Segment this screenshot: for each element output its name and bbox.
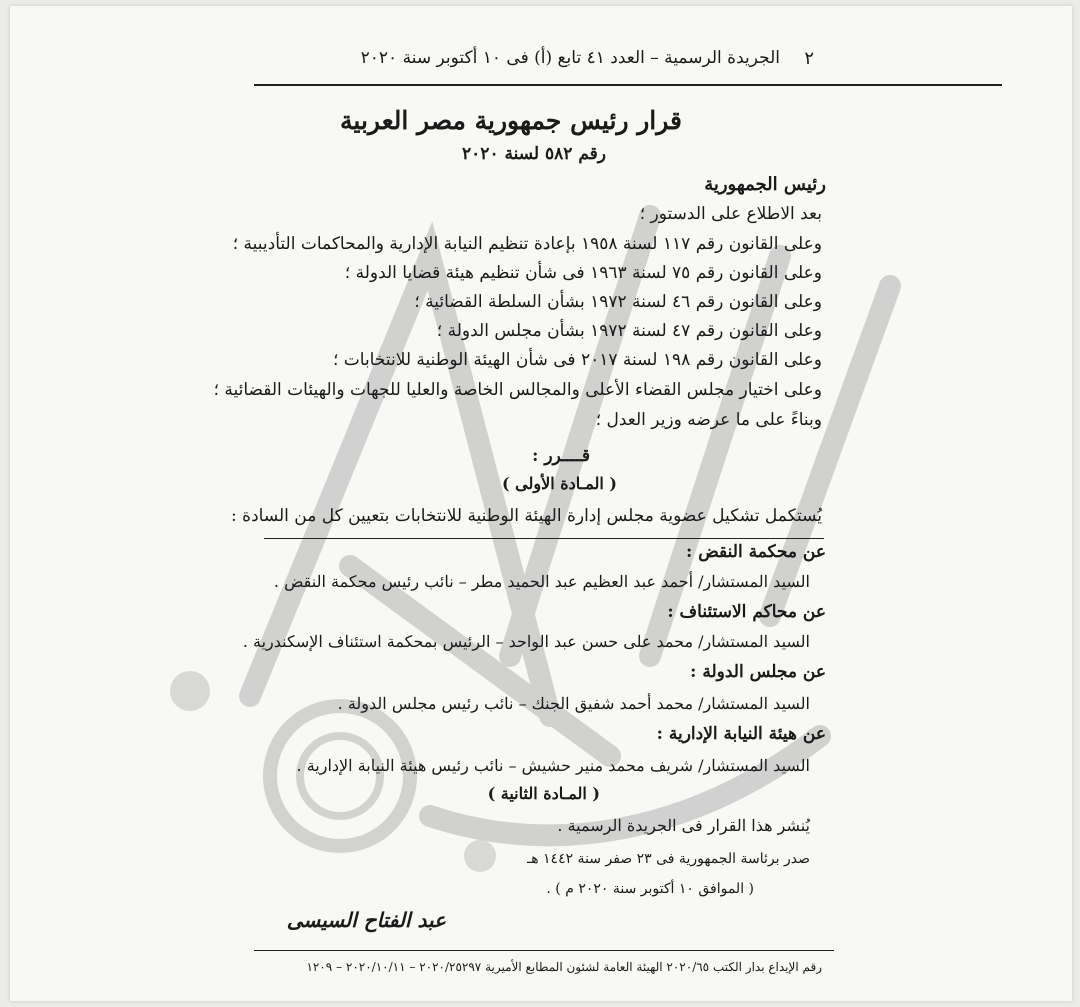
decree-number: رقم ٥٨٢ لسنة ٢٠٢٠	[462, 144, 606, 164]
article-2-text: يُنشر هذا القرار فى الجريدة الرسمية .	[557, 816, 810, 835]
section-heading-state-council: عن مجلس الدولة :	[690, 662, 826, 682]
issued-date: صدر برئاسة الجمهورية فى ٢٣ صفر سنة ١٤٤٢ هـ	[527, 851, 810, 867]
issuer-heading: رئيس الجمهورية	[704, 174, 826, 195]
preamble-line: وعلى القانون رقم ٤٦ لسنة ١٩٧٢ بشأن السلطة القضائية ؛	[414, 292, 822, 312]
member-state-council: السيد المستشار/ محمد أحمد شفيق الجنك – نائب رئيس مجلس الدولة .	[337, 694, 810, 713]
running-header: الجريدة الرسمية – العدد ٤١ تابع (أ) فى ١٠ أكتوبر سنة ٢٠٢٠	[360, 48, 780, 68]
preamble-line: وعلى القانون رقم ١٩٨ لسنة ٢٠١٧ فى شأن الهيئة الوطنية للانتخابات ؛	[332, 350, 822, 370]
footer-rule	[254, 950, 834, 951]
article-1-text: يُستكمل تشكيل عضوية مجلس إدارة الهيئة الوطنية للانتخابات بتعيين كل من السادة :	[231, 506, 822, 526]
member-administrative-prosecution: السيد المستشار/ شريف محمد منير حشيش – نائب رئيس هيئة النيابة الإدارية .	[296, 756, 810, 775]
preamble-line: وعلى القانون رقم ١١٧ لسنة ١٩٥٨ بإعادة تنظيم النيابة الإدارية والمحاكمات التأديبية ؛	[232, 234, 822, 254]
preamble-line: وبناءً على ما عرضه وزير العدل ؛	[595, 410, 822, 430]
section-heading-cassation: عن محكمة النقض :	[686, 542, 826, 562]
section-heading-administrative-prosecution: عن هيئة النيابة الإدارية :	[656, 724, 826, 744]
corresponding-date: ( الموافق ١٠ أكتوبر سنة ٢٠٢٠ م ) .	[546, 881, 754, 897]
president-signature: عبد الفتاح السيسى	[286, 908, 446, 932]
preamble-line: وعلى القانون رقم ٧٥ لسنة ١٩٦٣ فى شأن تنظيم هيئة قضايا الدولة ؛	[344, 263, 822, 283]
preamble-line: وعلى القانون رقم ٤٧ لسنة ١٩٧٢ بشأن مجلس الدولة ؛	[436, 321, 822, 341]
header-rule	[254, 84, 1002, 86]
article-2-label: ( المـادة الثانية )	[487, 784, 600, 803]
decree-title: قرار رئيس جمهورية مصر العربية	[340, 106, 682, 135]
article-1-underline	[264, 538, 824, 539]
page-number: ٢	[804, 48, 814, 69]
preamble-line: بعد الاطلاع على الدستور ؛	[639, 204, 822, 224]
footer-deposit-info: رقم الإيداع بدار الكتب ٢٠٢٠/٦٥ الهيئة العامة لشئون المطابع الأميرية ٢٠٢٠/٢٥٢٩٧ – ٢٠٢٠/١٠/١١ – ١٢٠٩	[306, 960, 822, 974]
member-cassation: السيد المستشار/ أحمد عبد العظيم عبد الحميد مطر – نائب رئيس محكمة النقض .	[273, 572, 810, 591]
gazette-page	[10, 6, 1072, 1001]
member-appeals: السيد المستشار/ محمد على حسن عبد الواحد – الرئيس بمحكمة استئناف الإسكندرية .	[242, 632, 810, 651]
preamble-line: وعلى اختيار مجلس القضاء الأعلى والمجالس الخاصة والعليا للجهات والهيئات القضائية ؛	[213, 380, 822, 400]
decided-heading: قــــرر :	[532, 446, 590, 466]
section-heading-appeals: عن محاكم الاستئناف :	[667, 602, 826, 622]
article-1-label: ( المـادة الأولى )	[502, 474, 617, 493]
